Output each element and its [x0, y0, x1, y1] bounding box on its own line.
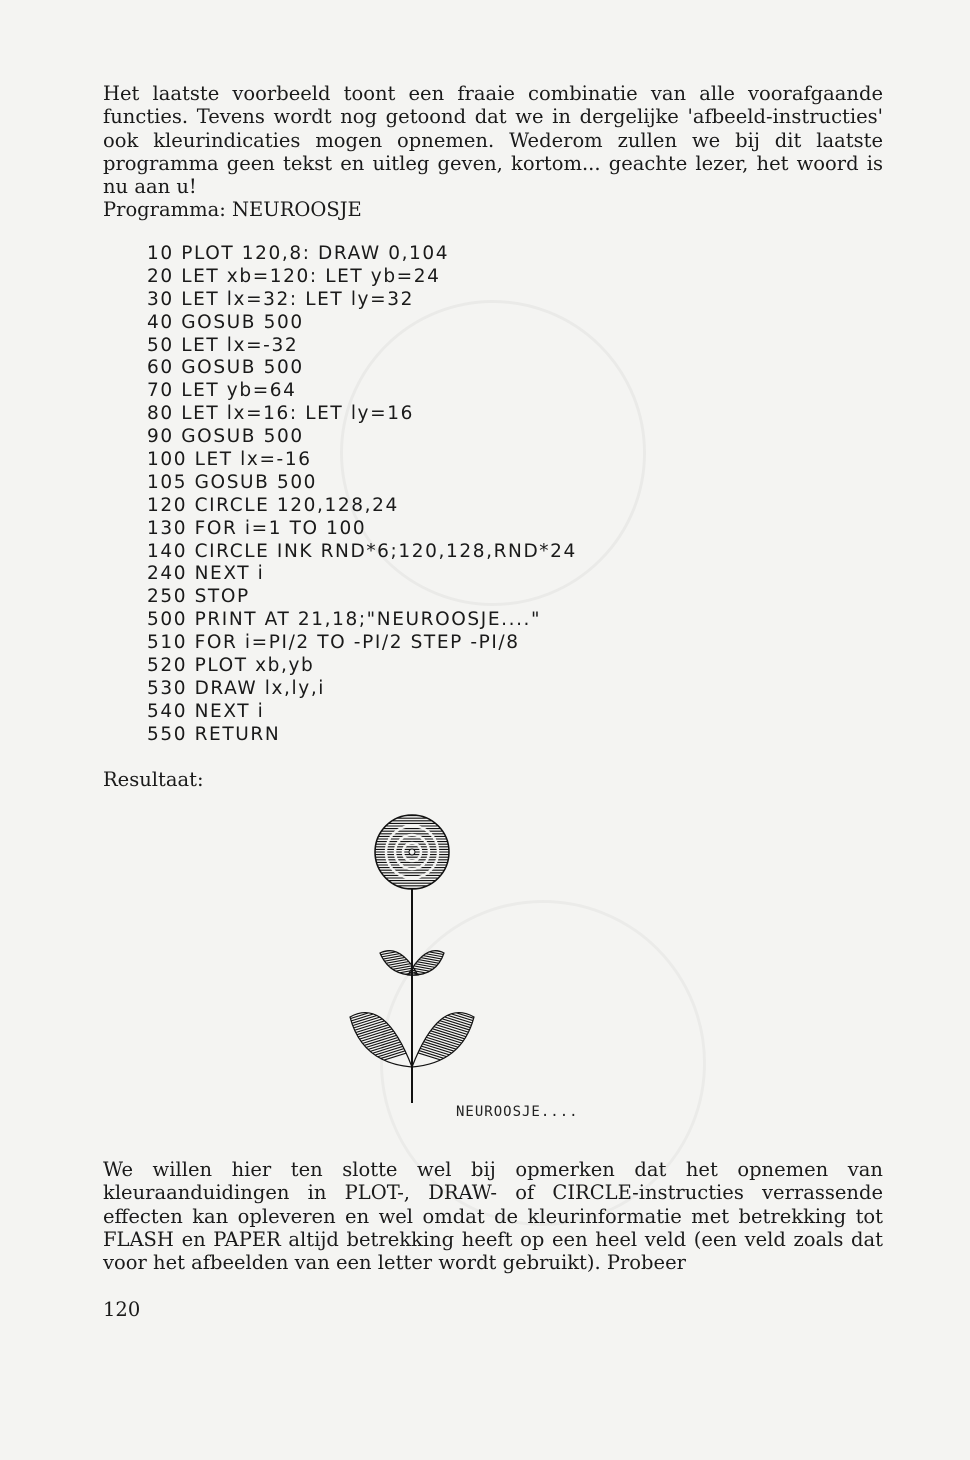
code-line: 70 LET yb=64 [147, 380, 297, 402]
code-line: 240 NEXT i [147, 563, 265, 585]
intro-paragraph: Het laatste voorbeeld toont een fraaie combinatie van alle voorafgaande functies. Tevens wordt nog getoond dat we in dergelijke 'afbeeld-instructies' ook kleurindicaties mogen opnemen. Wederom zullen we bij dit laatste programma geen tekst en uitleg geven, kortom... geachte lezer, het woord is nu aan u! [103, 82, 883, 199]
code-line: 120 CIRCLE 120,128,24 [147, 494, 399, 516]
code-line: 100 LET lx=-16 [147, 449, 312, 471]
figure-caption: NEUROOSJE.... [456, 1104, 579, 1120]
code-line: 520 PLOT xb,yb [147, 655, 315, 677]
code-line: 550 RETURN [147, 723, 281, 745]
flower-figure [330, 805, 670, 1135]
result-label: Resultaat: [103, 768, 204, 791]
code-line: 30 LET lx=32: LET ly=32 [147, 288, 414, 310]
code-line: 40 GOSUB 500 [147, 311, 304, 333]
code-line: 60 GOSUB 500 [147, 357, 304, 379]
code-line: 20 LET xb=120: LET yb=24 [147, 265, 441, 287]
code-line: 250 STOP [147, 586, 250, 608]
code-line: 105 GOSUB 500 [147, 471, 318, 493]
code-line: 50 LET lx=-32 [147, 334, 299, 356]
outro-paragraph: We willen hier ten slotte wel bij opmerken dat het opnemen van kleuraanduidingen in PLOT-, DRAW- of CIRCLE-instructies verrassende effecten kan opleveren en wel omdat de kleurinformatie met betrekking tot FLASH en PAPER altijd betrekking heeft op een heel veld (een veld zoals dat voor het afbeelden van een letter wordt gebruikt). Probeer [103, 1158, 883, 1275]
program-listing [147, 243, 707, 747]
outro-text [103, 1158, 883, 1274]
code-line: 530 DRAW lx,ly,i [147, 677, 326, 699]
code-line: 80 LET lx=16: LET ly=16 [147, 403, 414, 425]
code-line: 500 PRINT AT 21,18;"NEUROOSJE...." [147, 609, 542, 631]
intro-text [103, 82, 883, 222]
code-line: 130 FOR i=1 TO 100 [147, 517, 367, 539]
code-line: 140 CIRCLE INK RND*6;120,128,RND*24 [147, 540, 577, 562]
program-title: Programma: NEUROOSJE [103, 198, 362, 222]
page-number: 120 [103, 1298, 141, 1321]
code-line: 510 FOR i=PI/2 TO -PI/2 STEP -PI/8 [147, 632, 520, 654]
code-line: 90 GOSUB 500 [147, 426, 304, 448]
code-line: 10 PLOT 120,8: DRAW 0,104 [147, 243, 450, 264]
code-line: 540 NEXT i [147, 700, 265, 722]
